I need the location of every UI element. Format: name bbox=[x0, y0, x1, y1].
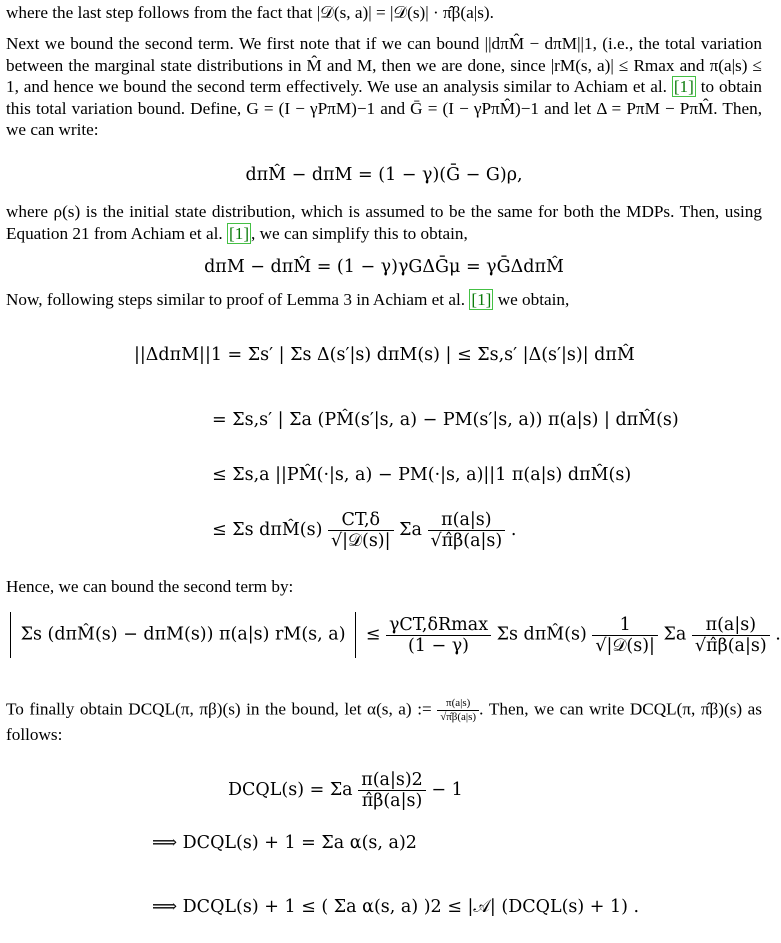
paragraph-6 bbox=[6, 697, 762, 746]
fraction-numerator: π(a|s) bbox=[428, 510, 506, 531]
abs-bar-right bbox=[355, 612, 356, 658]
paragraph-3-text-b: , we can simplify this to obtain, bbox=[251, 223, 468, 243]
equation-3-lhs: Σs (dπM̂(s) − dπM(s)) π(a|s) rM(s, a) bbox=[20, 624, 346, 645]
align-1-line-4-end: . bbox=[510, 520, 517, 540]
paragraph-2-text-a: Next we bound the second term. We first note that if we can bound ||dπM̂ − dπM||1, (i.e., the total variation between the marginal state distributions in M̂ and M, then we are done, since |rM(s, a)| ≤ Rmax and π(a|s) ≤ 1, and hence we bound the second term effectively. We use an analysis similar to Achiam et al. bbox=[6, 34, 762, 96]
equation-3-mid: Σs dπM̂(s) bbox=[496, 624, 587, 645]
align-2-line-1-lhs: DCQL(s) = Σa bbox=[228, 780, 353, 800]
fraction bbox=[328, 510, 394, 551]
fraction-numerator: γCT,δRmax bbox=[386, 615, 491, 636]
paragraph-2-text-b: to obtain this total variation bound. Define, G = (I − γPπM)−1 and Ḡ = (I − γPπM̂)−1 and let Δ = PπM − PπM̂. Then, we can write: bbox=[6, 77, 763, 139]
paragraph-5: Hence, we can bound the second term by: bbox=[6, 577, 294, 596]
paragraph-4 bbox=[6, 289, 762, 311]
fraction-denominator: (1 − γ) bbox=[407, 635, 470, 656]
fraction-denominator: √π̂β(a|s) bbox=[430, 531, 503, 551]
fraction-denominator: √π̂β(a|s) bbox=[440, 711, 477, 723]
paragraph-6-text-a: To finally obtain DCQL(π, πβ)(s) in the bound, let α(s, a) := bbox=[6, 699, 432, 719]
fraction bbox=[592, 615, 658, 656]
fraction bbox=[437, 697, 479, 724]
fraction-numerator: π(a|s) bbox=[437, 697, 479, 711]
fraction-denominator: √π̂β(a|s) bbox=[694, 635, 767, 656]
citation-link[interactable]: [1] bbox=[471, 290, 492, 309]
paragraph-1: where the last step follows from the fact that |𝒟(s, a)| = |𝒟(s)| · π̂β(a|s). bbox=[6, 3, 494, 22]
paragraph-4-text-b: we obtain, bbox=[497, 290, 570, 309]
citation-link[interactable]: [1] bbox=[673, 77, 694, 96]
align-1-line-3: ≤ Σs,a ||PM̂(·|s, a) − PM(·|s, a)||1 π(a|s) dπM̂(s) bbox=[212, 465, 632, 485]
paragraph-2 bbox=[6, 33, 762, 141]
paragraph-3-text-a: where ρ(s) is the initial state distribution, which is assumed to be the same for both the MDPs. Then, using Equation 21 from Achiam et al. bbox=[6, 202, 762, 243]
align-1-line-1-rhs: Σs′ | Σs Δ(s′|s) dπM(s) | ≤ Σs,s′ |Δ(s′|s)| dπM̂ bbox=[247, 345, 635, 365]
paragraph-6-text-b: . Then, we can write DCQL(π, π̂β)(s) as follows: bbox=[6, 699, 763, 744]
fraction bbox=[358, 770, 426, 811]
equation-3-le: ≤ bbox=[365, 624, 381, 645]
fraction-numerator: π(a|s)2 bbox=[358, 770, 426, 791]
paragraph-3 bbox=[6, 201, 762, 244]
align-2-line-1 bbox=[228, 770, 463, 811]
align-2-line-1-end: − 1 bbox=[431, 780, 463, 800]
fraction-denominator: √|𝒟(s)| bbox=[330, 531, 391, 551]
align-1-line-4 bbox=[212, 510, 516, 551]
align-2-line-2: ⟹ DCQL(s) + 1 = Σa α(s, a)2 bbox=[152, 833, 417, 853]
equation-1: dπM̂ − dπM = (1 − γ)(Ḡ − G)ρ, bbox=[245, 165, 523, 185]
fraction-numerator: 1 bbox=[592, 615, 658, 636]
equation-2: dπM − dπM̂ = (1 − γ)γGΔḠμ = γḠΔdπM̂ bbox=[204, 257, 564, 277]
align-1-line-2: = Σs,s′ | Σa (PM̂(s′|s, a) − PM(s′|s, a)) π(a|s) | dπM̂(s) bbox=[212, 410, 679, 430]
fraction bbox=[428, 510, 506, 551]
equation-3-sum-a: Σa bbox=[663, 624, 687, 645]
align-1-line-1 bbox=[134, 345, 635, 365]
fraction bbox=[692, 615, 770, 656]
abs-bar-left bbox=[10, 612, 11, 658]
paragraph-4-text-a: Now, following steps similar to proof of Lemma 3 in Achiam et al. bbox=[6, 290, 466, 309]
fraction-denominator: π̂β(a|s) bbox=[361, 791, 423, 811]
citation-link[interactable]: [1] bbox=[229, 223, 250, 243]
fraction-numerator: π(a|s) bbox=[692, 615, 770, 636]
equation-3 bbox=[6, 612, 781, 658]
fraction bbox=[386, 615, 491, 656]
align-2-line-3: ⟹ DCQL(s) + 1 ≤ ( Σa α(s, a) )2 ≤ |𝒜| (DCQL(s) + 1) . bbox=[152, 897, 640, 917]
fraction-denominator: √|𝒟(s)| bbox=[595, 635, 655, 656]
align-1-lhs: ||ΔdπM||1 = bbox=[134, 345, 248, 365]
equation-3-end: . bbox=[775, 624, 781, 645]
align-1-line-4-b: Σa bbox=[399, 520, 422, 540]
fraction-numerator: CT,δ bbox=[328, 510, 394, 531]
align-1-line-4-a: ≤ Σs dπM̂(s) bbox=[212, 520, 323, 540]
